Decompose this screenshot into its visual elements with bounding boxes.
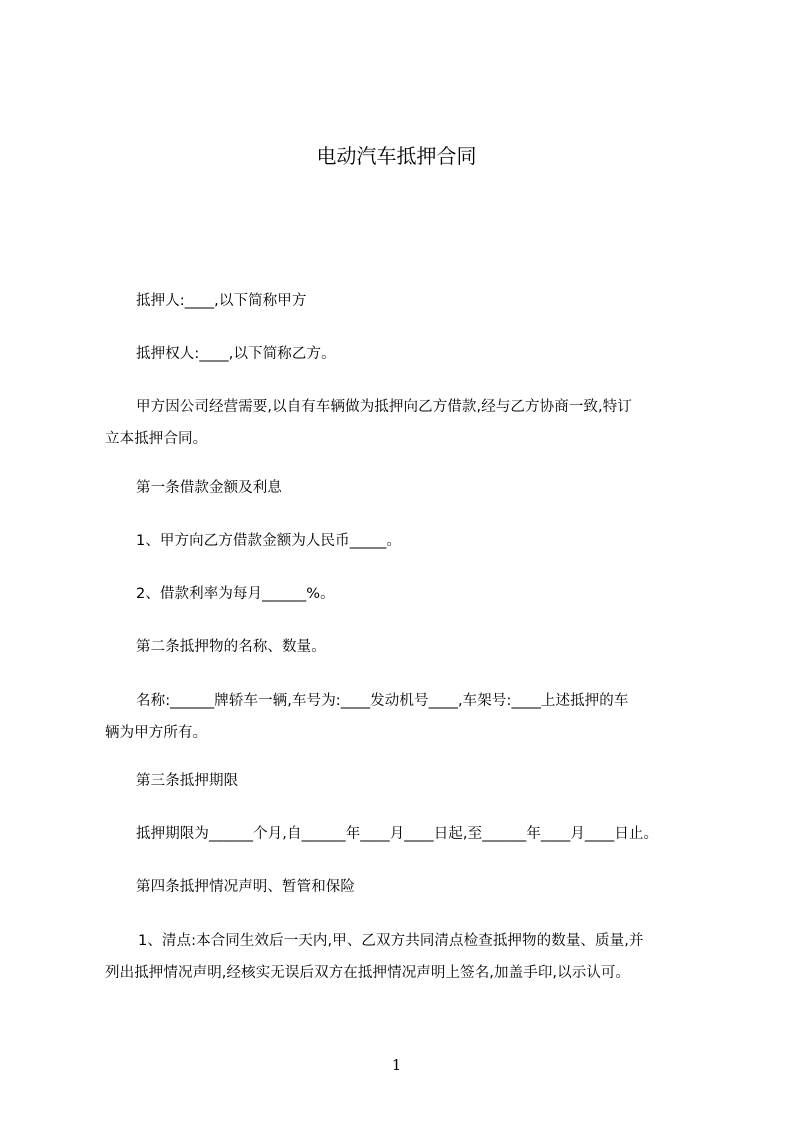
- article-4-item-1: [105, 925, 705, 989]
- article-2-paragraph: [105, 685, 705, 749]
- article-1-heading: 第一条借款金额及利息: [136, 480, 282, 496]
- article-3-heading: 第三条抵押期限: [136, 773, 239, 789]
- article-4-item-1-line-2: 列出抵押情况声明,经核实无误后双方在抵押情况声明上签名,加盖手印,以示认可。: [105, 965, 631, 981]
- mortgagor-line: 抵押人:____,以下简称甲方: [136, 293, 307, 309]
- article-4-heading: 第四条抵押情况声明、暂管和保险: [136, 879, 355, 895]
- page-number: 1: [391, 1056, 402, 1074]
- document-title: 电动汽车抵押合同: [316, 144, 477, 168]
- intro-paragraph: [105, 391, 705, 455]
- article-2-line-2: 辆为甲方所有。: [105, 725, 208, 741]
- intro-line-2: 立本抵押合同。: [105, 431, 208, 447]
- intro-line-1: 甲方因公司经营需要,以自有车辆做为抵押向乙方借款,经与乙方协商一致,特订: [136, 399, 632, 415]
- mortgagee-line: 抵押权人:____,以下简称乙方。: [136, 346, 336, 362]
- article-2-heading: 第二条抵押物的名称、数量。: [136, 639, 326, 655]
- article-1-item-1: 1、甲方向乙方借款金额为人民币_____。: [136, 533, 402, 549]
- article-1-item-2: 2、借款利率为每月______%。: [136, 586, 335, 602]
- article-4-item-1-line-1: 1、清点:本合同生效后一天内,甲、乙双方共同清点检查抵押物的数量、质量,并: [138, 933, 644, 949]
- article-3-term: 抵押期限为______个月,自______年____月____日起,至______年____月____日止。: [136, 826, 659, 842]
- article-2-line-1: 名称:______牌轿车一辆,车号为:____发动机号____,车架号:____上述抵押的车: [136, 693, 629, 709]
